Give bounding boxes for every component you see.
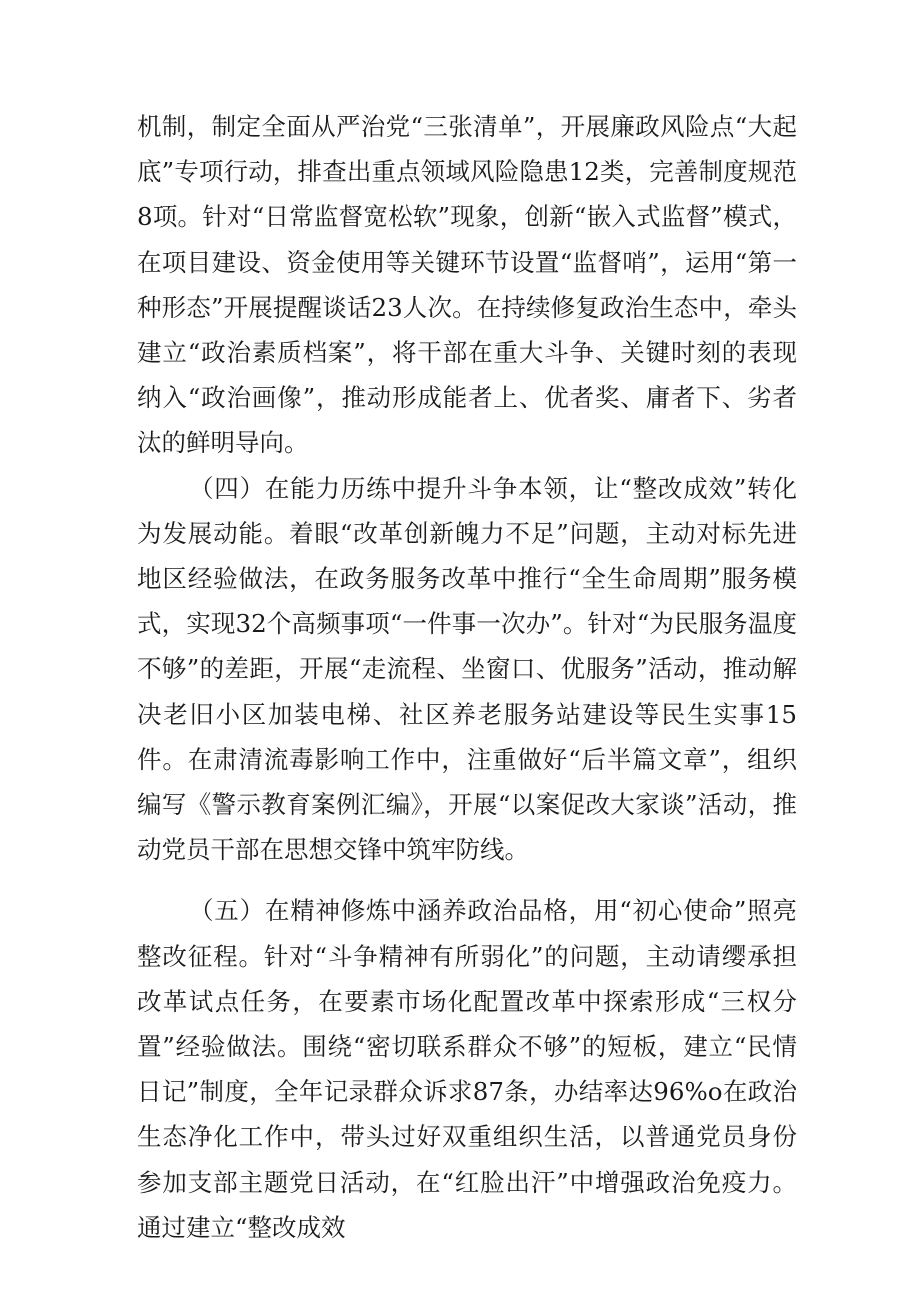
document-page	[137, 104, 797, 1250]
paragraph-section-four: （四）在能力历练中提升斗争本领，让“整改成效”转化为发展动能。着眼“改革创新魄力不足”问题，主动对标先进地区经验做法，在政务服务改革中推行“全生命周期”服务模式，实现32个高频事项“一件事一次办”。针对“为民服务温度不够”的差距，开展“走流程、坐窗口、优服务”活动，推动解决老旧小区加装电梯、社区养老服务站建设等民生实事15件。在肃清流毒影响工作中，注重做好“后半篇文章”，组织编写《警示教育案例汇编》，开展“以案促改大家谈”活动，推动党员干部在思想交锋中筑牢防线。	[137, 473, 797, 865]
paragraph-continuation: 机制，制定全面从严治党“三张清单”，开展廉政风险点“大起底”专项行动，排查出重点领域风险隐患12类，完善制度规范8项。针对“日常监督宽松软”现象，创新“嵌入式监督”模式，在项目建设、资金使用等关键环节设置“监督哨”，运用“第一种形态”开展提醒谈话23人次。在持续修复政治生态中，牵头建立“政治素质档案”，将干部在重大斗争、关键时刻的表现纳入“政治画像”，推动形成能者上、优者奖、庸者下、劣者汰的鲜明导向。	[137, 112, 797, 458]
paragraph-section-five: （五）在精神修炼中涵养政治品格，用“初心使命”照亮整改征程。针对“斗争精神有所弱化”的问题，主动请缨承担改革试点任务，在要素市场化配置改革中探索形成“三权分置”经验做法。围绕“密切联系群众不够”的短板，建立“民情日记”制度，全年记录群众诉求87条，办结率达96%o在政治生态净化工作中，带头过好双重组织生活，以普通党员身份参加支部主题党日活动，在“红脸出汗”中增强政治免疫力。通过建立“整改成效	[137, 896, 797, 1242]
